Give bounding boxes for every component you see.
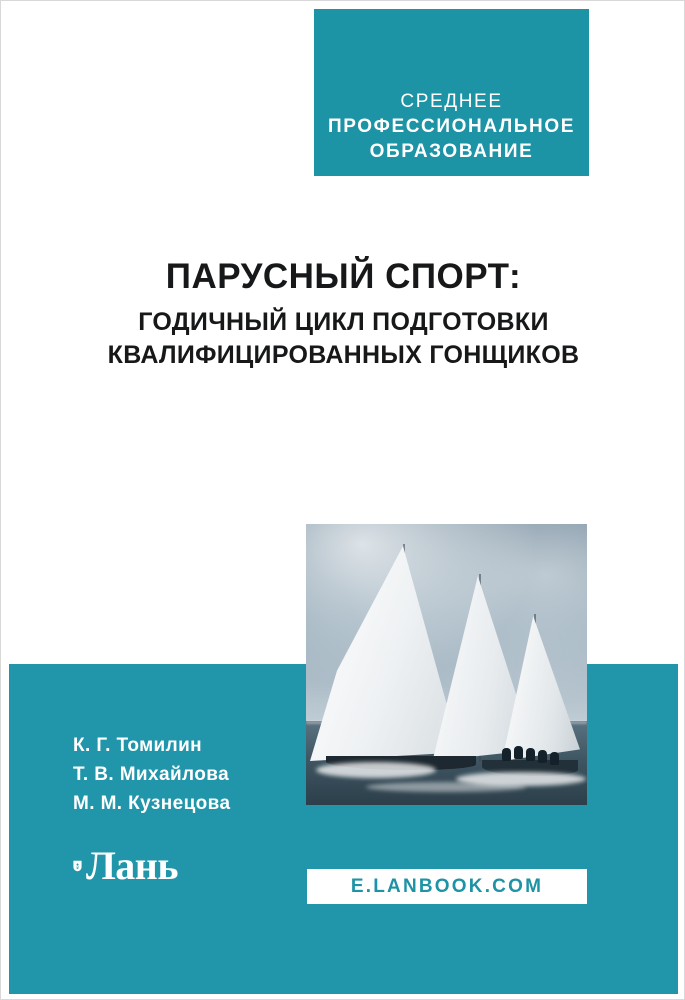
publisher-name: Лань xyxy=(85,843,178,888)
photo-border xyxy=(306,524,587,805)
publisher-logo xyxy=(73,835,178,897)
list-item: М. М. Кузнецова xyxy=(73,793,231,814)
title-sub-line-1: ГОДИЧНЫЙ ЦИКЛ ПОДГОТОВКИ xyxy=(138,308,549,336)
series-line-2: ПРОФЕССИОНАЛЬНОЕ xyxy=(327,116,576,137)
authors-list xyxy=(73,731,230,818)
series-line-3: ОБРАЗОВАНИЕ xyxy=(369,141,534,162)
series-line-1: СРЕДНЕЕ xyxy=(400,91,503,112)
title-main: ПАРУСНЫЙ СПОРТ: xyxy=(165,257,522,296)
website-url[interactable]: E.LANBOOK.COM xyxy=(350,875,544,897)
website-badge[interactable] xyxy=(307,869,587,904)
list-item: К. Г. Томилин xyxy=(73,735,203,756)
sailboat-photo xyxy=(306,524,587,805)
series-banner xyxy=(314,9,589,176)
list-item: Т. В. Михайлова xyxy=(73,764,230,785)
page-title xyxy=(1,256,685,372)
deer-shield-icon xyxy=(73,838,82,894)
title-sub-line-2: КВАЛИФИЦИРОВАННЫХ ГОНЩИКОВ xyxy=(107,341,580,369)
